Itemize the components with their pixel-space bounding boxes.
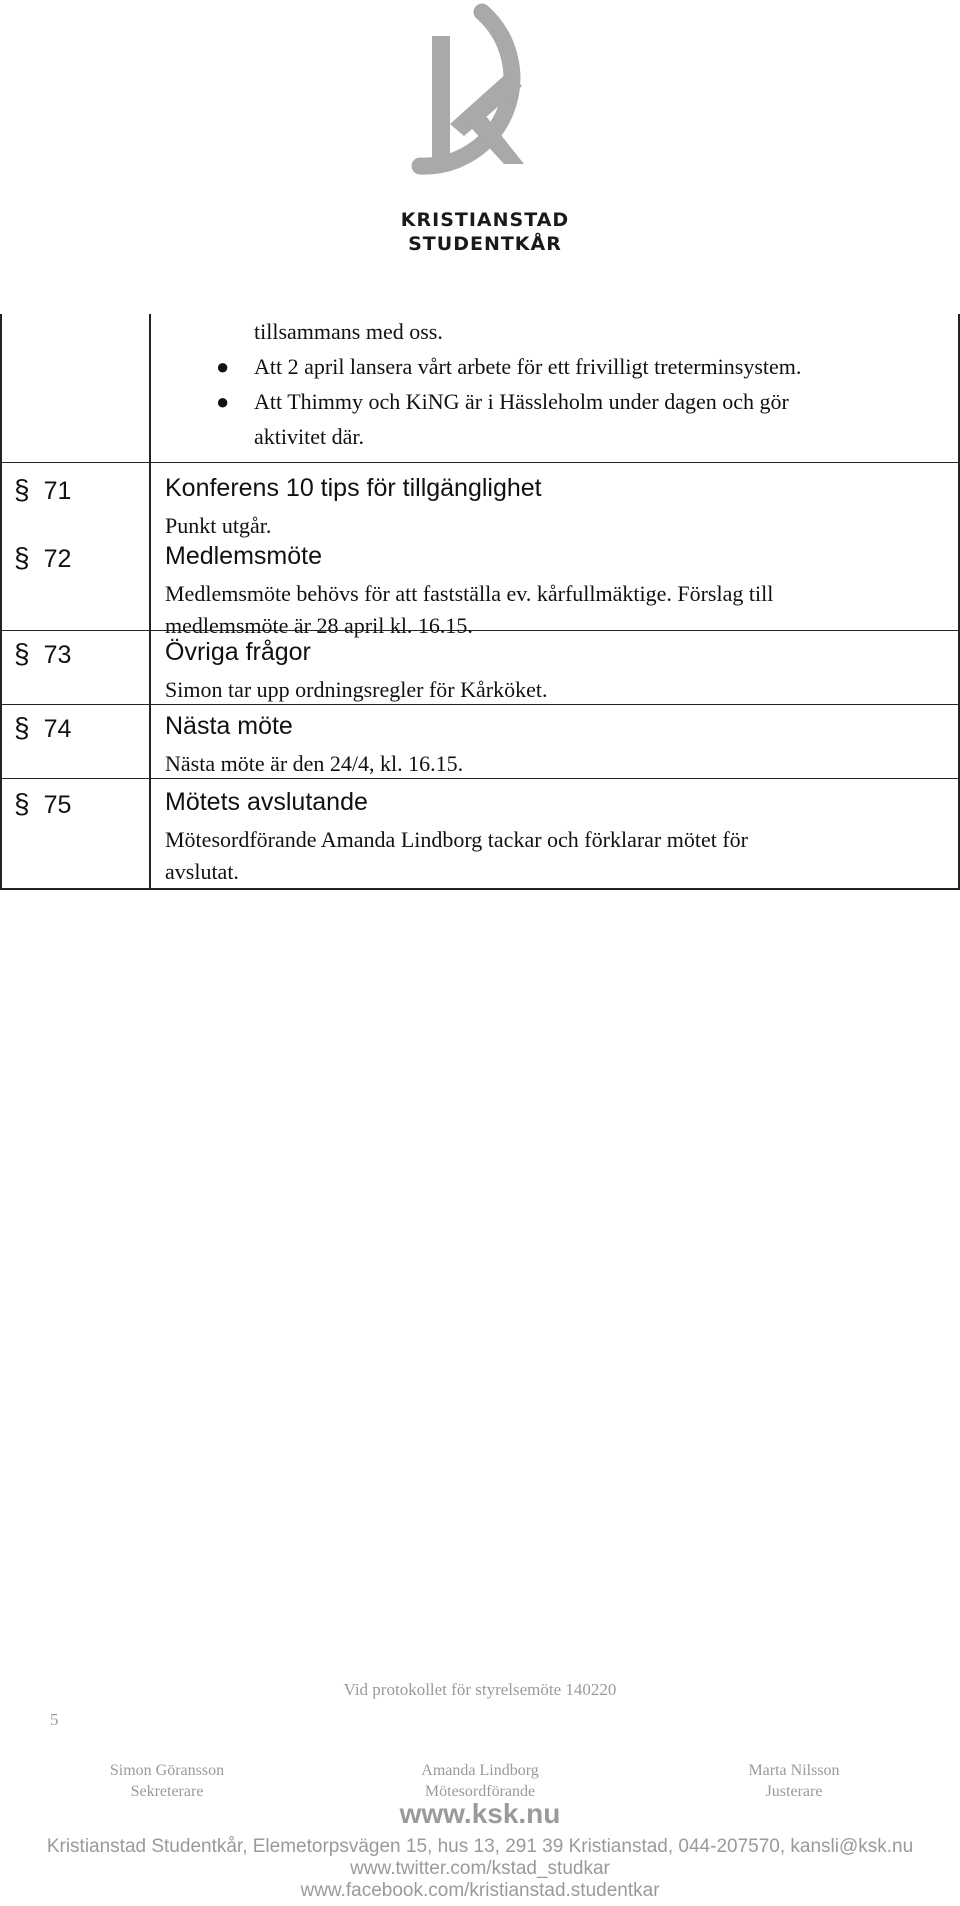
section-body	[165, 510, 945, 542]
section-number: § 71	[14, 474, 72, 505]
paragraph-sign-icon: §	[14, 474, 30, 505]
twitter-link[interactable]: www.twitter.com/kstad_studkar	[350, 1858, 610, 1879]
logo-text-line2: STUDENTKÅR	[408, 233, 562, 255]
table-column-divider	[149, 314, 151, 888]
bullet-icon: ●	[216, 389, 230, 414]
contact-block	[0, 1836, 960, 1902]
page-number: 5	[50, 1710, 59, 1729]
kristianstad-studentkar-logo	[400, 0, 570, 262]
section-number: § 75	[14, 788, 72, 819]
section-title: Medlemsmöte	[165, 542, 322, 570]
section-body	[165, 578, 945, 642]
list-item	[216, 384, 954, 454]
list-item-text: aktivitet där.	[254, 424, 364, 449]
section-title: Mötets avslutande	[165, 788, 368, 816]
section-body	[165, 824, 945, 888]
continued-text: tillsammans med oss.	[254, 319, 443, 344]
section-body-line: Mötesordförande Amanda Lindborg tackar och förklarar mötet för	[165, 827, 748, 852]
section-divider	[0, 630, 958, 631]
signatory-secretary	[37, 1760, 297, 1802]
section-number: § 72	[14, 542, 72, 573]
signatory-role: Sekreterare	[130, 1783, 204, 1800]
section-body-line: Punkt utgår.	[165, 513, 272, 538]
section-body-line: medlemsmöte är 28 april kl. 16.15.	[165, 613, 473, 638]
section-title: Nästa möte	[165, 712, 293, 740]
facebook-link[interactable]: www.facebook.com/kristianstad.studentkar	[300, 1880, 660, 1901]
signatory-name: Amanda Lindborg	[421, 1762, 539, 1779]
paragraph-sign-icon: §	[14, 788, 30, 819]
section-title: Konferens 10 tips för tillgänglighet	[165, 474, 542, 502]
section-number: § 74	[14, 712, 72, 743]
logo-k-mark-icon	[400, 0, 570, 205]
section-body-line: avslutat.	[165, 859, 239, 884]
list-item	[216, 349, 954, 384]
signatory-name: Simon Göransson	[109, 1762, 225, 1779]
protocol-note: Vid protokollet för styrelsemöte 140220	[343, 1680, 617, 1699]
paragraph-sign-icon: §	[14, 712, 30, 743]
signatory-role: Mötesordförande	[424, 1783, 536, 1800]
logo-text-line1: KRISTIANSTAD	[400, 209, 570, 231]
section-body	[165, 674, 945, 706]
section-body	[165, 748, 945, 780]
section-divider	[0, 462, 958, 463]
minutes-table	[0, 314, 960, 890]
signatory-adjuster	[664, 1760, 924, 1802]
table-border-left	[0, 314, 2, 888]
signatory-role: Justerare	[765, 1783, 823, 1800]
section-title: Övriga frågor	[165, 638, 311, 666]
list-item-text: Att Thimmy och KiNG är i Hässleholm under dagen och gör	[254, 389, 789, 414]
section-divider	[0, 778, 958, 779]
paragraph-sign-icon: §	[14, 638, 30, 669]
paragraph-sign-icon: §	[14, 542, 30, 573]
section-body-line: Medlemsmöte behövs för att fastställa ev. kårfullmäktige. Förslag till	[165, 581, 774, 606]
signatory-name: Marta Nilsson	[748, 1762, 840, 1779]
section-body-line: Simon tar upp ordningsregler för Kårköket.	[165, 677, 548, 702]
section-body-line: Nästa möte är den 24/4, kl. 16.15.	[165, 751, 464, 776]
section-number: § 73	[14, 638, 72, 669]
website-link[interactable]: www.ksk.nu	[399, 1798, 561, 1829]
section-divider	[0, 704, 958, 705]
continued-list	[216, 314, 954, 454]
address-line: Kristianstad Studentkår, Elemetorpsvägen 15, hus 13, 291 39 Kristianstad, 044-207570, kansli@ksk.nu	[46, 1836, 914, 1857]
signatory-chair	[350, 1760, 610, 1802]
list-item-text: Att 2 april lansera vårt arbete för ett frivilligt treterminsystem.	[254, 354, 802, 379]
bullet-icon: ●	[216, 354, 230, 379]
